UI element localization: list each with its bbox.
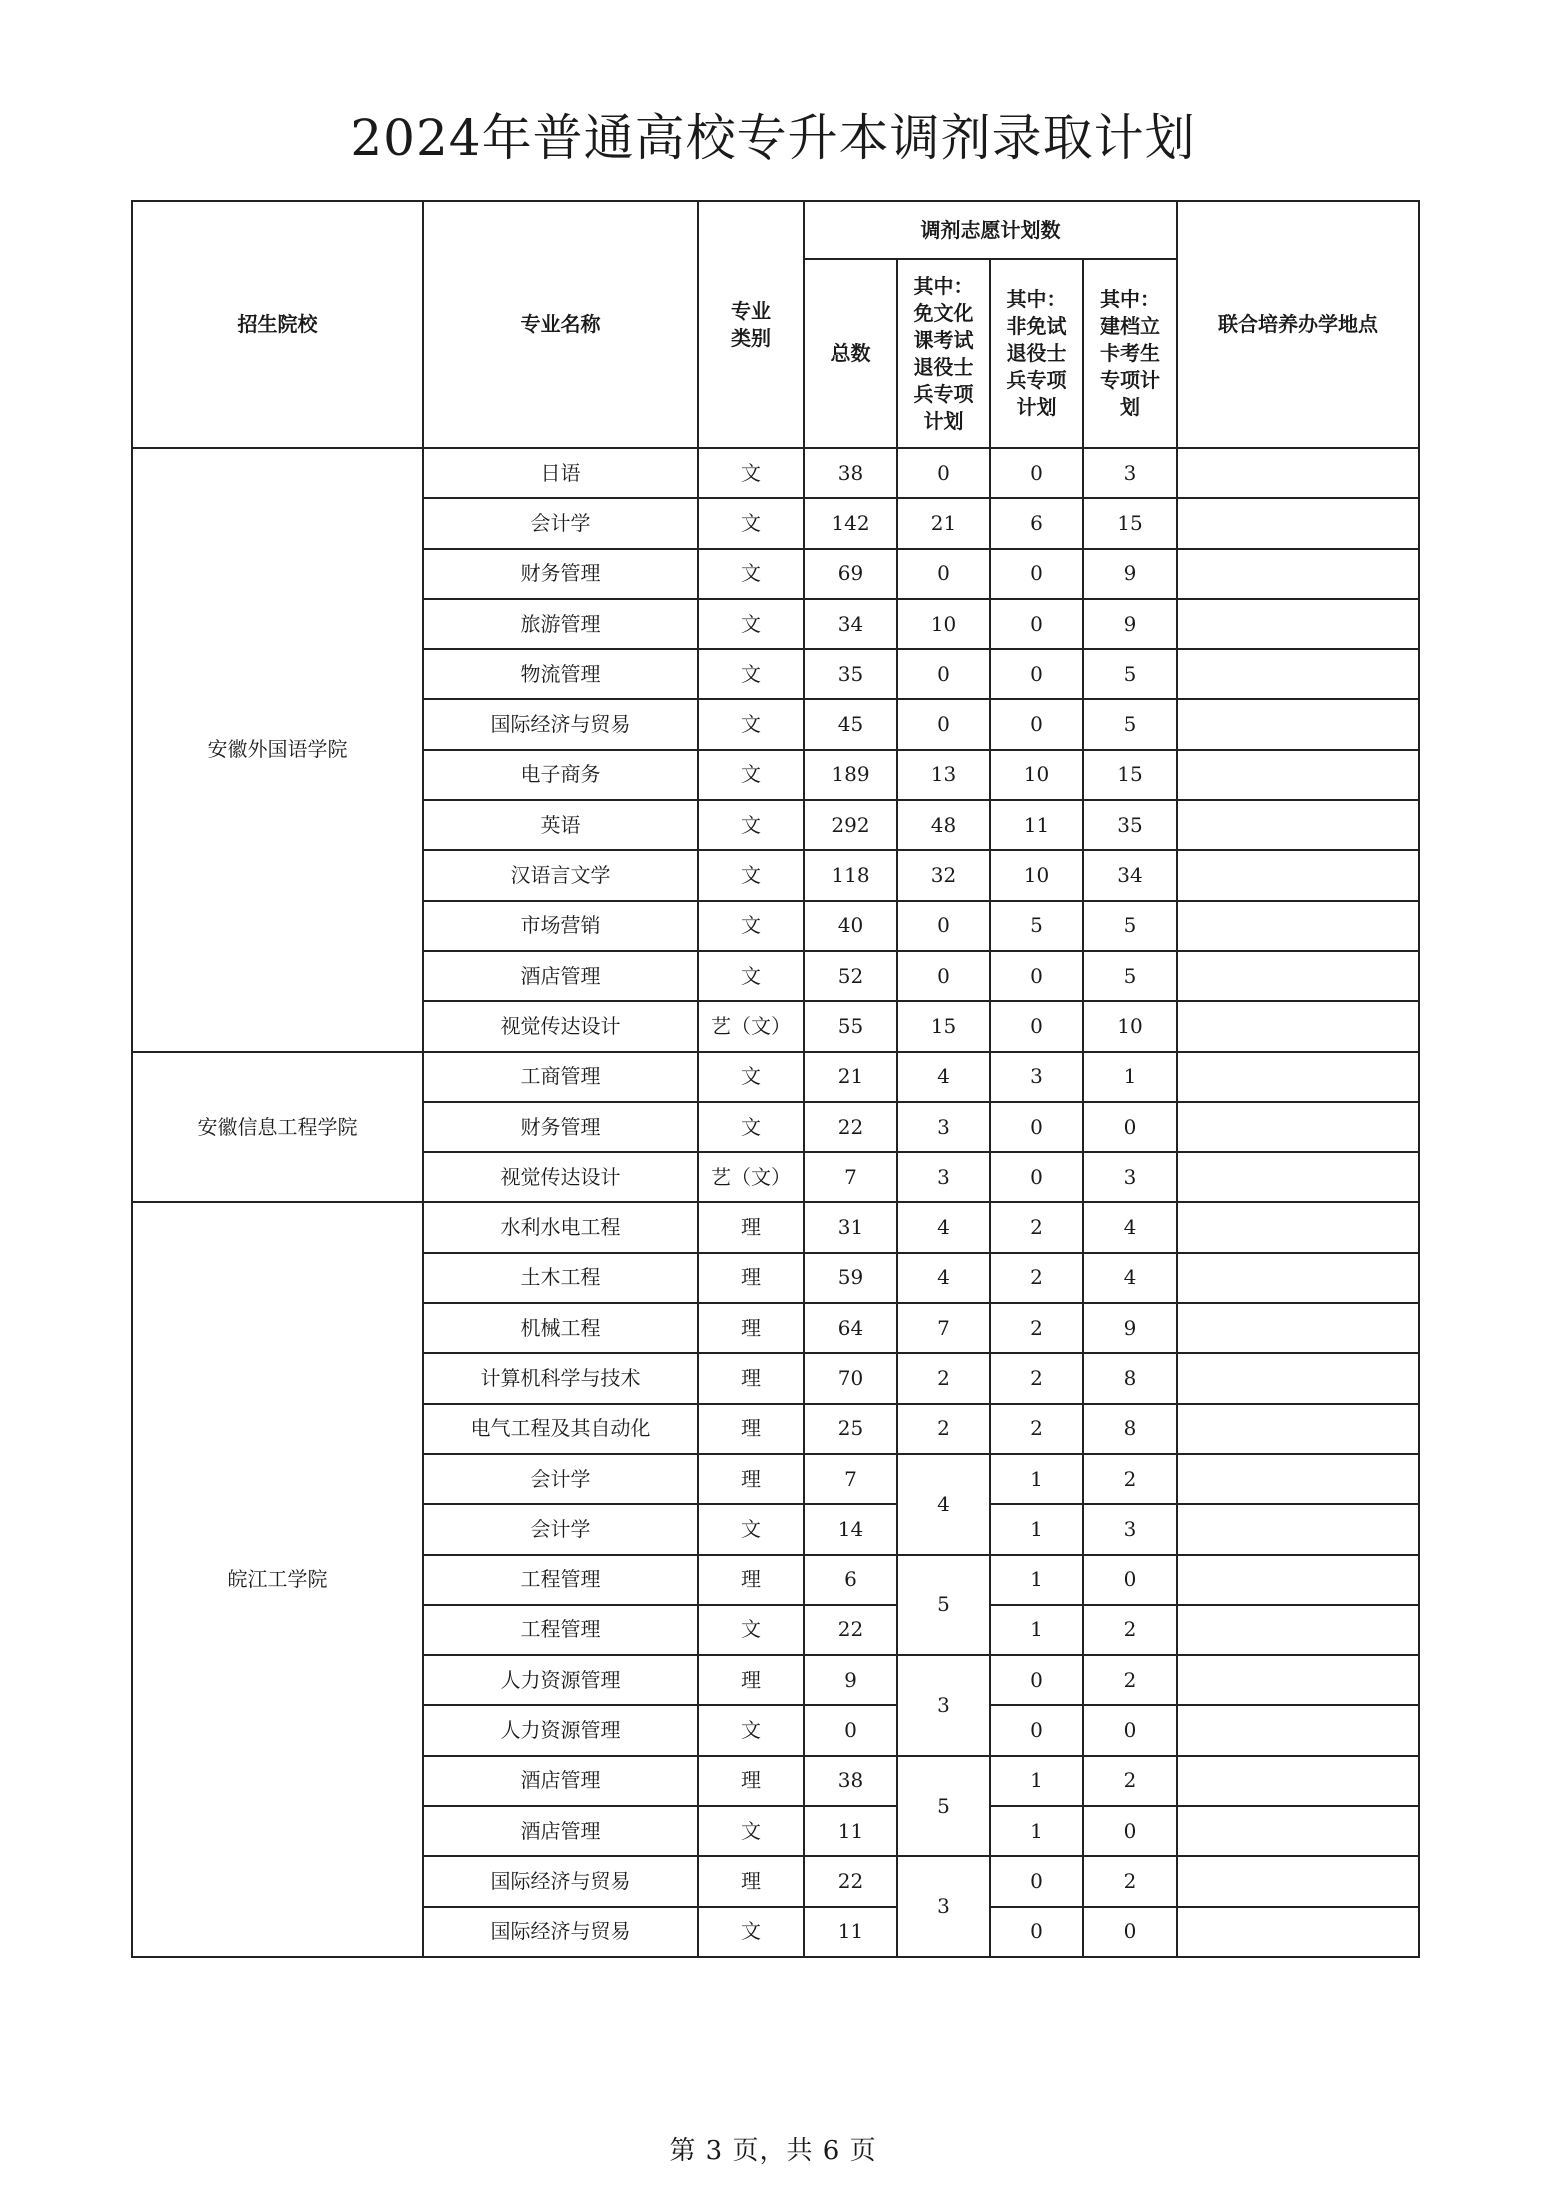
joint-location xyxy=(1177,1353,1419,1403)
joint-location xyxy=(1177,850,1419,900)
joint-location xyxy=(1177,549,1419,599)
plan-non-exempt: 2 xyxy=(990,1253,1083,1303)
major-name: 人力资源管理 xyxy=(423,1705,698,1755)
header-school: 招生院校 xyxy=(132,201,423,448)
major-name: 财务管理 xyxy=(423,1102,698,1152)
plan-poverty: 0 xyxy=(1083,1907,1177,1957)
joint-location xyxy=(1177,1756,1419,1806)
major-category: 理 xyxy=(698,1202,804,1252)
plan-poverty: 8 xyxy=(1083,1404,1177,1454)
major-category: 文 xyxy=(698,549,804,599)
page-footer: 第 3 页，共 6 页 xyxy=(669,2136,877,2166)
major-name: 视觉传达设计 xyxy=(423,1001,698,1051)
major-category: 理 xyxy=(698,1404,804,1454)
plan-total: 14 xyxy=(804,1504,897,1554)
plan-poverty: 4 xyxy=(1083,1202,1177,1252)
plan-total: 64 xyxy=(804,1303,897,1353)
plan-total: 59 xyxy=(804,1253,897,1303)
plan-poverty: 9 xyxy=(1083,599,1177,649)
major-name: 电子商务 xyxy=(423,750,698,800)
joint-location xyxy=(1177,1907,1419,1957)
school-name: 皖江工学院 xyxy=(132,1202,423,1956)
major-category: 文 xyxy=(698,1605,804,1655)
major-name: 国际经济与贸易 xyxy=(423,699,698,749)
school-name: 安徽信息工程学院 xyxy=(132,1052,423,1203)
plan-exempt: 3 xyxy=(897,1102,990,1152)
major-name: 会计学 xyxy=(423,1454,698,1504)
plan-poverty: 2 xyxy=(1083,1454,1177,1504)
plan-exempt: 0 xyxy=(897,951,990,1001)
plan-total: 34 xyxy=(804,599,897,649)
major-name: 视觉传达设计 xyxy=(423,1152,698,1202)
plan-exempt: 13 xyxy=(897,750,990,800)
plan-poverty: 15 xyxy=(1083,750,1177,800)
joint-location xyxy=(1177,498,1419,548)
joint-location xyxy=(1177,699,1419,749)
plan-exempt: 3 xyxy=(897,1655,990,1756)
major-category: 文 xyxy=(698,951,804,1001)
major-name: 国际经济与贸易 xyxy=(423,1907,698,1957)
major-name: 酒店管理 xyxy=(423,951,698,1001)
plan-non-exempt: 1 xyxy=(990,1605,1083,1655)
major-category: 文 xyxy=(698,1705,804,1755)
plan-poverty: 0 xyxy=(1083,1102,1177,1152)
plan-non-exempt: 0 xyxy=(990,649,1083,699)
joint-location xyxy=(1177,1253,1419,1303)
plan-total: 9 xyxy=(804,1655,897,1705)
major-name: 会计学 xyxy=(423,498,698,548)
joint-location xyxy=(1177,1404,1419,1454)
plan-total: 11 xyxy=(804,1806,897,1856)
plan-non-exempt: 0 xyxy=(990,448,1083,498)
major-name: 日语 xyxy=(423,448,698,498)
major-name: 土木工程 xyxy=(423,1253,698,1303)
joint-location xyxy=(1177,1303,1419,1353)
plan-non-exempt: 1 xyxy=(990,1806,1083,1856)
plan-poverty: 2 xyxy=(1083,1856,1177,1906)
school-name: 安徽外国语学院 xyxy=(132,448,423,1052)
plan-total: 31 xyxy=(804,1202,897,1252)
plan-exempt: 7 xyxy=(897,1303,990,1353)
plan-total: 35 xyxy=(804,649,897,699)
major-category: 理 xyxy=(698,1756,804,1806)
major-name: 机械工程 xyxy=(423,1303,698,1353)
major-category: 文 xyxy=(698,750,804,800)
plan-non-exempt: 0 xyxy=(990,1655,1083,1705)
major-category: 文 xyxy=(698,599,804,649)
plan-exempt: 0 xyxy=(897,549,990,599)
plan-poverty: 3 xyxy=(1083,1504,1177,1554)
joint-location xyxy=(1177,448,1419,498)
header-total: 总数 xyxy=(804,259,897,448)
admission-plan-table xyxy=(131,200,1420,1958)
plan-poverty: 5 xyxy=(1083,951,1177,1001)
plan-poverty: 1 xyxy=(1083,1052,1177,1102)
plan-poverty: 2 xyxy=(1083,1605,1177,1655)
joint-location xyxy=(1177,1152,1419,1202)
plan-non-exempt: 0 xyxy=(990,1705,1083,1755)
plan-non-exempt: 0 xyxy=(990,599,1083,649)
major-category: 理 xyxy=(698,1655,804,1705)
major-category: 文 xyxy=(698,448,804,498)
major-category: 理 xyxy=(698,1454,804,1504)
plan-poverty: 3 xyxy=(1083,448,1177,498)
plan-poverty: 34 xyxy=(1083,850,1177,900)
major-name: 物流管理 xyxy=(423,649,698,699)
plan-non-exempt: 0 xyxy=(990,1001,1083,1051)
plan-exempt: 4 xyxy=(897,1253,990,1303)
major-category: 艺（文） xyxy=(698,1001,804,1051)
plan-non-exempt: 0 xyxy=(990,1856,1083,1906)
major-name: 市场营销 xyxy=(423,901,698,951)
table-row xyxy=(132,448,1419,498)
joint-location xyxy=(1177,1806,1419,1856)
plan-exempt: 3 xyxy=(897,1152,990,1202)
plan-non-exempt: 0 xyxy=(990,699,1083,749)
plan-total: 22 xyxy=(804,1856,897,1906)
plan-poverty: 9 xyxy=(1083,549,1177,599)
plan-total: 7 xyxy=(804,1152,897,1202)
major-name: 酒店管理 xyxy=(423,1806,698,1856)
plan-non-exempt: 2 xyxy=(990,1404,1083,1454)
plan-non-exempt: 1 xyxy=(990,1756,1083,1806)
major-category: 文 xyxy=(698,649,804,699)
major-name: 会计学 xyxy=(423,1504,698,1554)
plan-poverty: 0 xyxy=(1083,1705,1177,1755)
major-category: 理 xyxy=(698,1353,804,1403)
plan-non-exempt: 11 xyxy=(990,800,1083,850)
header-non-exempt-text: 其中：非免试退役士兵专项计划 xyxy=(1006,287,1067,419)
table-body xyxy=(132,448,1419,1957)
major-name: 财务管理 xyxy=(423,549,698,599)
major-category: 文 xyxy=(698,498,804,548)
plan-total: 7 xyxy=(804,1454,897,1504)
joint-location xyxy=(1177,800,1419,850)
plan-poverty: 10 xyxy=(1083,1001,1177,1051)
plan-poverty: 5 xyxy=(1083,649,1177,699)
plan-non-exempt: 2 xyxy=(990,1353,1083,1403)
plan-exempt: 5 xyxy=(897,1756,990,1857)
plan-total: 6 xyxy=(804,1555,897,1605)
major-category: 文 xyxy=(698,699,804,749)
major-name: 汉语言文学 xyxy=(423,850,698,900)
header-major: 专业名称 xyxy=(423,201,698,448)
plan-total: 22 xyxy=(804,1102,897,1152)
plan-poverty: 15 xyxy=(1083,498,1177,548)
plan-total: 142 xyxy=(804,498,897,548)
plan-total: 55 xyxy=(804,1001,897,1051)
joint-location xyxy=(1177,1605,1419,1655)
plan-non-exempt: 3 xyxy=(990,1052,1083,1102)
major-name: 国际经济与贸易 xyxy=(423,1856,698,1906)
plan-poverty: 4 xyxy=(1083,1253,1177,1303)
major-category: 文 xyxy=(698,1052,804,1102)
header-joint-location: 联合培养办学地点 xyxy=(1177,201,1419,448)
plan-exempt: 10 xyxy=(897,599,990,649)
plan-non-exempt: 0 xyxy=(990,1907,1083,1957)
plan-exempt: 48 xyxy=(897,800,990,850)
plan-poverty: 0 xyxy=(1083,1806,1177,1856)
joint-location xyxy=(1177,750,1419,800)
joint-location xyxy=(1177,1454,1419,1504)
plan-exempt: 2 xyxy=(897,1353,990,1403)
header-poverty-text: 其中：建档立卡考生专项计划 xyxy=(1100,287,1160,419)
header-poverty xyxy=(1083,259,1177,448)
plan-exempt: 15 xyxy=(897,1001,990,1051)
plan-exempt: 32 xyxy=(897,850,990,900)
plan-non-exempt: 0 xyxy=(990,1152,1083,1202)
major-name: 计算机科学与技术 xyxy=(423,1353,698,1403)
major-category: 文 xyxy=(698,1102,804,1152)
major-name: 旅游管理 xyxy=(423,599,698,649)
plan-total: 52 xyxy=(804,951,897,1001)
major-name: 酒店管理 xyxy=(423,1756,698,1806)
major-category: 文 xyxy=(698,1806,804,1856)
plan-non-exempt: 1 xyxy=(990,1504,1083,1554)
plan-total: 69 xyxy=(804,549,897,599)
major-name: 人力资源管理 xyxy=(423,1655,698,1705)
plan-non-exempt: 6 xyxy=(990,498,1083,548)
joint-location xyxy=(1177,649,1419,699)
plan-total: 11 xyxy=(804,1907,897,1957)
joint-location xyxy=(1177,1655,1419,1705)
plan-total: 189 xyxy=(804,750,897,800)
table-row xyxy=(132,1052,1419,1102)
major-category: 文 xyxy=(698,850,804,900)
major-category: 理 xyxy=(698,1856,804,1906)
joint-location xyxy=(1177,901,1419,951)
plan-total: 45 xyxy=(804,699,897,749)
major-category: 理 xyxy=(698,1303,804,1353)
joint-location xyxy=(1177,1504,1419,1554)
major-category: 文 xyxy=(698,1907,804,1957)
major-name: 电气工程及其自动化 xyxy=(423,1404,698,1454)
major-name: 英语 xyxy=(423,800,698,850)
plan-non-exempt: 0 xyxy=(990,549,1083,599)
plan-poverty: 5 xyxy=(1083,699,1177,749)
plan-total: 292 xyxy=(804,800,897,850)
major-category: 艺（文） xyxy=(698,1152,804,1202)
major-category: 文 xyxy=(698,800,804,850)
plan-total: 38 xyxy=(804,1756,897,1806)
joint-location xyxy=(1177,1555,1419,1605)
plan-poverty: 3 xyxy=(1083,1152,1177,1202)
plan-non-exempt: 10 xyxy=(990,750,1083,800)
major-category: 文 xyxy=(698,901,804,951)
plan-exempt: 3 xyxy=(897,1856,990,1957)
plan-total: 38 xyxy=(804,448,897,498)
plan-non-exempt: 1 xyxy=(990,1555,1083,1605)
plan-exempt: 0 xyxy=(897,448,990,498)
major-category: 文 xyxy=(698,1504,804,1554)
plan-total: 118 xyxy=(804,850,897,900)
plan-exempt: 0 xyxy=(897,649,990,699)
header-exempt-text: 其中：免文化课考试退役士兵专项计划 xyxy=(913,273,974,433)
joint-location xyxy=(1177,599,1419,649)
plan-total: 25 xyxy=(804,1404,897,1454)
major-category: 理 xyxy=(698,1555,804,1605)
plan-non-exempt: 10 xyxy=(990,850,1083,900)
plan-poverty: 5 xyxy=(1083,901,1177,951)
plan-exempt: 0 xyxy=(897,699,990,749)
joint-location xyxy=(1177,1102,1419,1152)
plan-exempt: 4 xyxy=(897,1454,990,1555)
plan-total: 22 xyxy=(804,1605,897,1655)
plan-total: 40 xyxy=(804,901,897,951)
table-row xyxy=(132,1202,1419,1252)
plan-exempt: 4 xyxy=(897,1052,990,1102)
plan-exempt: 5 xyxy=(897,1555,990,1656)
plan-total: 21 xyxy=(804,1052,897,1102)
major-category: 理 xyxy=(698,1253,804,1303)
plan-poverty: 0 xyxy=(1083,1555,1177,1605)
plan-exempt: 4 xyxy=(897,1202,990,1252)
major-name: 工商管理 xyxy=(423,1052,698,1102)
plan-non-exempt: 2 xyxy=(990,1303,1083,1353)
plan-poverty: 2 xyxy=(1083,1655,1177,1705)
plan-exempt: 2 xyxy=(897,1404,990,1454)
joint-location xyxy=(1177,1202,1419,1252)
plan-non-exempt: 2 xyxy=(990,1202,1083,1252)
plan-exempt: 21 xyxy=(897,498,990,548)
major-name: 水利水电工程 xyxy=(423,1202,698,1252)
major-name: 工程管理 xyxy=(423,1605,698,1655)
plan-total: 0 xyxy=(804,1705,897,1755)
joint-location xyxy=(1177,951,1419,1001)
plan-exempt: 0 xyxy=(897,901,990,951)
joint-location xyxy=(1177,1001,1419,1051)
plan-non-exempt: 0 xyxy=(990,1102,1083,1152)
plan-non-exempt: 1 xyxy=(990,1454,1083,1504)
major-name: 工程管理 xyxy=(423,1555,698,1605)
page-title: 2024年普通高校专升本调剂录取计划 xyxy=(350,109,1196,167)
joint-location xyxy=(1177,1052,1419,1102)
header-category-text: 专业类别 xyxy=(731,298,771,350)
plan-total: 70 xyxy=(804,1353,897,1403)
header-exempt xyxy=(897,259,990,448)
plan-poverty: 2 xyxy=(1083,1756,1177,1806)
plan-non-exempt: 5 xyxy=(990,901,1083,951)
header-category xyxy=(698,201,804,448)
header-plan-group: 调剂志愿计划数 xyxy=(804,201,1177,259)
plan-poverty: 8 xyxy=(1083,1353,1177,1403)
plan-poverty: 35 xyxy=(1083,800,1177,850)
joint-location xyxy=(1177,1705,1419,1755)
plan-non-exempt: 0 xyxy=(990,951,1083,1001)
joint-location xyxy=(1177,1856,1419,1906)
plan-poverty: 9 xyxy=(1083,1303,1177,1353)
header-non-exempt xyxy=(990,259,1083,448)
